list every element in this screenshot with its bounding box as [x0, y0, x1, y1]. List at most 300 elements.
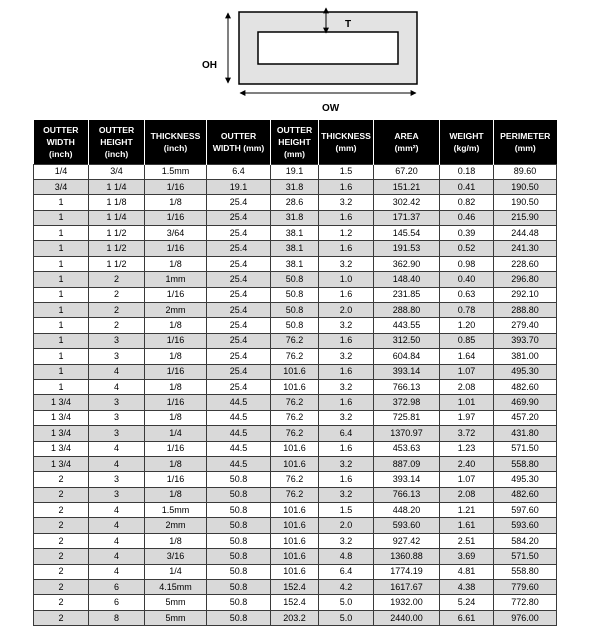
column-header-line: (inch) — [49, 148, 73, 159]
table-cell: 101.6 — [271, 441, 319, 456]
table-cell: 2 — [89, 318, 145, 333]
table-cell: 1.97 — [440, 410, 494, 425]
table-cell: 2 — [34, 518, 89, 533]
table-cell: 50.8 — [207, 487, 271, 502]
table-row — [34, 164, 557, 179]
table-cell: 44.5 — [207, 410, 271, 425]
table-cell: 76.2 — [271, 333, 319, 348]
table-row — [34, 226, 557, 241]
table-cell: 558.80 — [494, 564, 557, 579]
table-row — [34, 179, 557, 194]
table-row — [34, 595, 557, 610]
table-cell: 0.52 — [440, 241, 494, 256]
table-cell: 25.4 — [207, 241, 271, 256]
table-cell: 0.41 — [440, 179, 494, 194]
table-cell: 0.18 — [440, 164, 494, 179]
table-cell: 1.6 — [319, 472, 374, 487]
table-row — [34, 456, 557, 471]
table-row — [34, 379, 557, 394]
table-cell: 482.60 — [494, 379, 557, 394]
table-cell: 1.5mm — [145, 164, 207, 179]
table-cell: 766.13 — [374, 487, 440, 502]
table-cell: 393.70 — [494, 333, 557, 348]
column-header-line: (mm²) — [394, 142, 419, 153]
table-cell: 1 1/4 — [89, 210, 145, 225]
table-cell: 927.42 — [374, 533, 440, 548]
table-cell: 1 — [34, 349, 89, 364]
table-cell: 6 — [89, 595, 145, 610]
inner-opening — [258, 32, 398, 64]
table-cell: 725.81 — [374, 410, 440, 425]
table-cell: 50.8 — [207, 533, 271, 548]
table-cell: 1.07 — [440, 472, 494, 487]
table-row — [34, 549, 557, 564]
table-cell: 443.55 — [374, 318, 440, 333]
table-cell: 5.24 — [440, 595, 494, 610]
column-header-line: OUTTER — [276, 124, 313, 135]
table-cell: 772.80 — [494, 595, 557, 610]
table-cell: 2 — [89, 303, 145, 318]
table-cell: 152.4 — [271, 580, 319, 595]
table-row — [34, 410, 557, 425]
table-cell: 2 — [34, 533, 89, 548]
column-header — [207, 120, 271, 164]
tube-spec-table — [33, 120, 557, 626]
table-cell: 4 — [89, 441, 145, 456]
table-cell: 2 — [34, 595, 89, 610]
table-cell: 1 — [34, 379, 89, 394]
table-row — [34, 349, 557, 364]
table-cell: 3 — [89, 333, 145, 348]
table-row — [34, 272, 557, 287]
table-cell: 2440.00 — [374, 610, 440, 625]
table-cell: 2.0 — [319, 303, 374, 318]
table-cell: 4.38 — [440, 580, 494, 595]
table-cell: 1/4 — [34, 164, 89, 179]
table-cell: 25.4 — [207, 226, 271, 241]
table-cell: 1.5 — [319, 164, 374, 179]
table-cell: 1 — [34, 241, 89, 256]
table-cell: 25.4 — [207, 195, 271, 210]
table-cell: 50.8 — [271, 272, 319, 287]
table-cell: 4 — [89, 456, 145, 471]
table-cell: 288.80 — [374, 303, 440, 318]
table-cell: 1.20 — [440, 318, 494, 333]
table-cell: 6.61 — [440, 610, 494, 625]
column-header — [89, 120, 145, 164]
table-cell: 593.60 — [494, 518, 557, 533]
table-row — [34, 472, 557, 487]
table-row — [34, 241, 557, 256]
table-cell: 19.1 — [271, 164, 319, 179]
table-cell: 4.81 — [440, 564, 494, 579]
table-cell: 1/16 — [145, 364, 207, 379]
table-cell: 44.5 — [207, 441, 271, 456]
table-cell: 25.4 — [207, 349, 271, 364]
table-cell: 50.8 — [207, 518, 271, 533]
table-cell: 101.6 — [271, 518, 319, 533]
table-cell: 1 — [34, 303, 89, 318]
table-cell: 1.6 — [319, 441, 374, 456]
table-cell: 4 — [89, 364, 145, 379]
column-header-line: (kg/m) — [453, 142, 480, 153]
column-header-line: WIDTH (mm) — [212, 142, 265, 153]
column-header-line: OUTTER — [98, 124, 135, 135]
table-cell: 2 — [34, 610, 89, 625]
table-cell: 76.2 — [271, 426, 319, 441]
table-cell: 1 — [34, 364, 89, 379]
table-cell: 1/16 — [145, 441, 207, 456]
table-cell: 76.2 — [271, 349, 319, 364]
table-row — [34, 364, 557, 379]
table-cell: 50.8 — [207, 610, 271, 625]
table-cell: 4 — [89, 518, 145, 533]
table-cell: 25.4 — [207, 318, 271, 333]
column-header-line: THICKNESS — [150, 130, 201, 141]
table-cell: 1/16 — [145, 241, 207, 256]
table-cell: 171.37 — [374, 210, 440, 225]
table-cell: 584.20 — [494, 533, 557, 548]
table-cell: 393.14 — [374, 364, 440, 379]
table-cell: 1.2 — [319, 226, 374, 241]
table-cell: 1 1/2 — [89, 226, 145, 241]
table-cell: 453.63 — [374, 441, 440, 456]
table-cell: 1.23 — [440, 441, 494, 456]
column-header-line: OUTTER — [220, 130, 257, 141]
table-cell: 4 — [89, 503, 145, 518]
table-cell: 2.08 — [440, 379, 494, 394]
table-cell: 25.4 — [207, 272, 271, 287]
label-ow: OW — [322, 103, 340, 114]
table-cell: 190.50 — [494, 195, 557, 210]
table-cell: 0.46 — [440, 210, 494, 225]
table-row — [34, 303, 557, 318]
table-row — [34, 610, 557, 625]
table-cell: 1 3/4 — [34, 456, 89, 471]
table-cell: 604.84 — [374, 349, 440, 364]
table-cell: 1/8 — [145, 456, 207, 471]
table-cell: 101.6 — [271, 364, 319, 379]
table-cell: 1/4 — [145, 426, 207, 441]
table-cell: 31.8 — [271, 210, 319, 225]
table-cell: 593.60 — [374, 518, 440, 533]
table-cell: 145.54 — [374, 226, 440, 241]
table-row — [34, 564, 557, 579]
table-cell: 393.14 — [374, 472, 440, 487]
table-cell: 3.2 — [319, 487, 374, 502]
table-cell: 231.85 — [374, 287, 440, 302]
table-cell: 482.60 — [494, 487, 557, 502]
label-t: T — [345, 19, 352, 30]
rectangular-tube-drawing — [0, 0, 600, 118]
table-cell: 101.6 — [271, 533, 319, 548]
table-cell: 76.2 — [271, 395, 319, 410]
table-cell: 1 3/4 — [34, 441, 89, 456]
table-cell: 1 — [34, 287, 89, 302]
table-cell: 288.80 — [494, 303, 557, 318]
label-oh: OH — [202, 60, 217, 71]
table-cell: 3.2 — [319, 410, 374, 425]
table-cell: 448.20 — [374, 503, 440, 518]
column-header-line: AREA — [394, 130, 419, 141]
table-cell: 495.30 — [494, 364, 557, 379]
table-cell: 152.4 — [271, 595, 319, 610]
table-cell: 1/8 — [145, 410, 207, 425]
table-cell: 3 — [89, 349, 145, 364]
table-cell: 571.50 — [494, 549, 557, 564]
table-cell: 3/4 — [34, 179, 89, 194]
table-cell: 1 1/4 — [89, 179, 145, 194]
table-row — [34, 441, 557, 456]
table-cell: 372.98 — [374, 395, 440, 410]
table-cell: 3.2 — [319, 256, 374, 271]
table-cell: 1/4 — [145, 564, 207, 579]
table-cell: 44.5 — [207, 426, 271, 441]
table-header-row — [34, 120, 557, 164]
table-cell: 2.40 — [440, 456, 494, 471]
table-cell: 3.2 — [319, 456, 374, 471]
table-cell: 279.40 — [494, 318, 557, 333]
table-cell: 1/16 — [145, 395, 207, 410]
table-cell: 1/8 — [145, 379, 207, 394]
table-cell: 3/16 — [145, 549, 207, 564]
table-cell: 6 — [89, 580, 145, 595]
table-cell: 766.13 — [374, 379, 440, 394]
table-cell: 5.0 — [319, 595, 374, 610]
table-row — [34, 287, 557, 302]
table-cell: 25.4 — [207, 287, 271, 302]
table-cell: 228.60 — [494, 256, 557, 271]
table-cell: 1.64 — [440, 349, 494, 364]
table-cell: 558.80 — [494, 456, 557, 471]
table-cell: 50.8 — [271, 303, 319, 318]
table-cell: 0.39 — [440, 226, 494, 241]
table-row — [34, 318, 557, 333]
table-cell: 1/8 — [145, 256, 207, 271]
table-cell: 50.8 — [207, 564, 271, 579]
table-row — [34, 395, 557, 410]
table-cell: 76.2 — [271, 487, 319, 502]
table-cell: 76.2 — [271, 472, 319, 487]
table-cell: 148.40 — [374, 272, 440, 287]
table-cell: 2mm — [145, 518, 207, 533]
table-cell: 3.2 — [319, 349, 374, 364]
table-body — [34, 164, 557, 626]
table-cell: 1.6 — [319, 287, 374, 302]
table-cell: 44.5 — [207, 456, 271, 471]
table-cell: 6.4 — [319, 564, 374, 579]
table-row — [34, 210, 557, 225]
table-cell: 25.4 — [207, 333, 271, 348]
table-cell: 1.6 — [319, 395, 374, 410]
table-cell: 0.85 — [440, 333, 494, 348]
table-cell: 296.80 — [494, 272, 557, 287]
table-cell: 203.2 — [271, 610, 319, 625]
table-cell: 4 — [89, 533, 145, 548]
table-cell: 2 — [34, 487, 89, 502]
table-cell: 1/16 — [145, 287, 207, 302]
table-cell: 1/16 — [145, 333, 207, 348]
table-cell: 2 — [34, 472, 89, 487]
table-cell: 89.60 — [494, 164, 557, 179]
table-row — [34, 518, 557, 533]
table-cell: 1 3/4 — [34, 395, 89, 410]
table-cell: 3 — [89, 472, 145, 487]
table-cell: 779.60 — [494, 580, 557, 595]
table-cell: 50.8 — [207, 595, 271, 610]
column-header-line: OUTTER — [43, 124, 79, 135]
table-cell: 101.6 — [271, 456, 319, 471]
table-cell: 3.69 — [440, 549, 494, 564]
table-cell: 50.8 — [207, 472, 271, 487]
table-cell: 1 3/4 — [34, 426, 89, 441]
column-header-line: (inch) — [104, 148, 129, 159]
table-cell: 1617.67 — [374, 580, 440, 595]
table-cell: 101.6 — [271, 379, 319, 394]
table-cell: 1 1/2 — [89, 256, 145, 271]
table-cell: 976.00 — [494, 610, 557, 625]
table-cell: 1/8 — [145, 349, 207, 364]
table-cell: 312.50 — [374, 333, 440, 348]
table-cell: 571.50 — [494, 441, 557, 456]
table-cell: 4.8 — [319, 549, 374, 564]
table-cell: 101.6 — [271, 503, 319, 518]
table-cell: 1.61 — [440, 518, 494, 533]
table-cell: 0.63 — [440, 287, 494, 302]
table-cell: 3/64 — [145, 226, 207, 241]
table-cell: 6.4 — [207, 164, 271, 179]
column-header-line: (mm) — [335, 142, 357, 153]
table-cell: 76.2 — [271, 410, 319, 425]
table-cell: 1.5 — [319, 503, 374, 518]
column-header — [494, 120, 557, 164]
table-row — [34, 580, 557, 595]
table-cell: 1932.00 — [374, 595, 440, 610]
table-cell: 31.8 — [271, 179, 319, 194]
table-cell: 1774.19 — [374, 564, 440, 579]
table-cell: 244.48 — [494, 226, 557, 241]
column-header — [440, 120, 494, 164]
table-cell: 28.6 — [271, 195, 319, 210]
column-header — [374, 120, 440, 164]
table-cell: 2 — [34, 503, 89, 518]
table-cell: 1.0 — [319, 272, 374, 287]
table-cell: 25.4 — [207, 256, 271, 271]
table-cell: 50.8 — [207, 503, 271, 518]
table-cell: 25.4 — [207, 379, 271, 394]
table-cell: 190.50 — [494, 179, 557, 194]
table-cell: 6.4 — [319, 426, 374, 441]
column-header-line: HEIGHT — [278, 136, 311, 147]
table-cell: 1/8 — [145, 318, 207, 333]
table-cell: 1.01 — [440, 395, 494, 410]
table-cell: 151.21 — [374, 179, 440, 194]
table-cell: 25.4 — [207, 210, 271, 225]
column-header — [319, 120, 374, 164]
table-cell: 191.53 — [374, 241, 440, 256]
table-cell: 3 — [89, 410, 145, 425]
table-cell: 3 — [89, 395, 145, 410]
column-header-line: (inch) — [163, 142, 188, 153]
table-cell: 25.4 — [207, 303, 271, 318]
table-cell: 1mm — [145, 272, 207, 287]
table-cell: 50.8 — [207, 549, 271, 564]
table-cell: 215.90 — [494, 210, 557, 225]
table-row — [34, 195, 557, 210]
table-cell: 597.60 — [494, 503, 557, 518]
table-cell: 1/8 — [145, 533, 207, 548]
table-cell: 3.2 — [319, 379, 374, 394]
table-cell: 1.6 — [319, 241, 374, 256]
table-cell: 50.8 — [271, 287, 319, 302]
table-cell: 4 — [89, 549, 145, 564]
table-cell: 3.2 — [319, 318, 374, 333]
table-cell: 4 — [89, 564, 145, 579]
table-cell: 457.20 — [494, 410, 557, 425]
table-cell: 1 — [34, 210, 89, 225]
table-row — [34, 487, 557, 502]
table-cell: 292.10 — [494, 287, 557, 302]
table-cell: 25.4 — [207, 364, 271, 379]
table-cell: 1 — [34, 256, 89, 271]
table-cell: 1 — [34, 195, 89, 210]
table-cell: 362.90 — [374, 256, 440, 271]
table-cell: 0.78 — [440, 303, 494, 318]
table-cell: 101.6 — [271, 564, 319, 579]
table-cell: 1370.97 — [374, 426, 440, 441]
column-header-line: PERIMETER — [500, 130, 551, 141]
table-cell: 1.6 — [319, 364, 374, 379]
table-cell: 1360.88 — [374, 549, 440, 564]
table-cell: 38.1 — [271, 256, 319, 271]
table-cell: 2mm — [145, 303, 207, 318]
table-cell: 3.72 — [440, 426, 494, 441]
table-cell: 1 — [34, 272, 89, 287]
column-header-line: WIDTH — [46, 136, 75, 147]
table-cell: 4.15mm — [145, 580, 207, 595]
table-cell: 1/16 — [145, 210, 207, 225]
table-cell: 431.80 — [494, 426, 557, 441]
table-cell: 1 3/4 — [34, 410, 89, 425]
table-cell: 495.30 — [494, 472, 557, 487]
table-cell: 887.09 — [374, 456, 440, 471]
table-cell: 5mm — [145, 610, 207, 625]
table-cell: 302.42 — [374, 195, 440, 210]
table-cell: 381.00 — [494, 349, 557, 364]
table-cell: 1.6 — [319, 210, 374, 225]
table-cell: 1 — [34, 333, 89, 348]
table-cell: 3/4 — [89, 164, 145, 179]
table-cell: 5mm — [145, 595, 207, 610]
table-cell: 1.21 — [440, 503, 494, 518]
table-cell: 2 — [34, 580, 89, 595]
table-cell: 1/16 — [145, 179, 207, 194]
table-cell: 19.1 — [207, 179, 271, 194]
table-cell: 2 — [89, 287, 145, 302]
column-header — [145, 120, 207, 164]
table-cell: 2.0 — [319, 518, 374, 533]
table-cell: 8 — [89, 610, 145, 625]
table-cell: 44.5 — [207, 395, 271, 410]
table-cell: 1 — [34, 226, 89, 241]
table-row — [34, 333, 557, 348]
column-header-line: HEIGHT — [100, 136, 133, 147]
table-cell: 1 1/2 — [89, 241, 145, 256]
table-cell: 3 — [89, 487, 145, 502]
table-cell: 1.5mm — [145, 503, 207, 518]
table-cell: 67.20 — [374, 164, 440, 179]
column-header-line: (mm) — [283, 148, 305, 159]
